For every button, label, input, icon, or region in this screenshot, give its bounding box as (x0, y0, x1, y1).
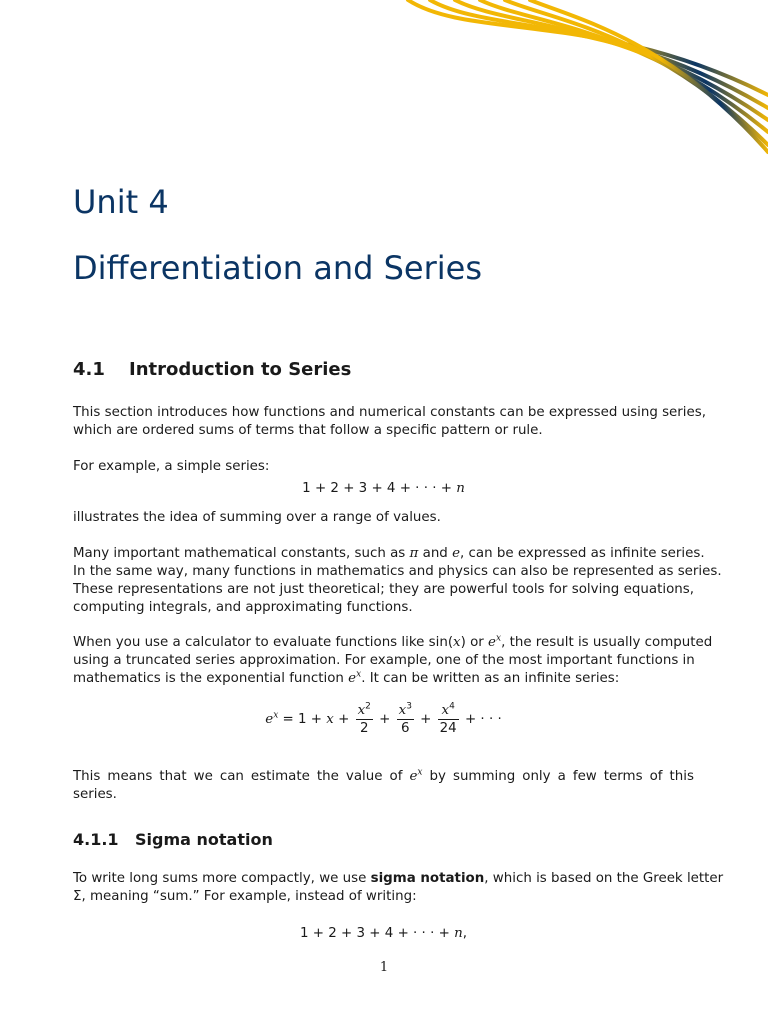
simple-series-terms: 1 + 2 + 3 + 4 + · · · + (302, 481, 457, 496)
constants-line-3: These representations are not just theoretical; they are powerful tools for solving equations, (73, 582, 694, 597)
subsection-heading (73, 829, 273, 851)
simple-series-equation (73, 480, 694, 498)
subsection-title: Sigma notation (135, 830, 273, 849)
constants-line-4: computing integrals, and approximating functions. (73, 600, 413, 615)
section-number: 4.1 (73, 359, 105, 380)
calculator-paragraph (73, 633, 713, 688)
calculator-line-2: using a truncated series approximation. For example, one of the most important functions in (73, 653, 695, 668)
summing-paragraph: illustrates the idea of summing over a range of values. (73, 510, 441, 525)
constants-line-1: Many important mathematical constants, such as π and e, can be expressed as infinite series. (73, 546, 705, 561)
intro-paragraph (73, 404, 706, 440)
term-x3-over-6: $\frac{x^3}{6}$ (398, 701, 412, 736)
term-x2-over-2: $\frac{x^2}{2}$ (357, 701, 371, 736)
intro-line-2: which are ordered sums of terms that follow a specific pattern or rule. (73, 423, 543, 438)
unit-title: Differentiation and Series (73, 249, 482, 287)
sigma-line-2: Σ, meaning “sum.” For example, instead of writing: (73, 889, 417, 904)
sigma-paragraph (73, 870, 724, 906)
intro-line-1: This section introduces how functions and numerical constants can be expressed using series, (73, 405, 706, 420)
subsection-number: 4.1.1 (73, 830, 119, 849)
decorative-swoosh (0, 0, 768, 160)
calculator-line-3: mathematics is the exponential function $e^x$. It can be written as an infinite series: (73, 669, 620, 686)
constants-line-2: In the same way, many functions in mathematics and physics can also be represented as series. (73, 564, 722, 579)
calculator-line-1: When you use a calculator to evaluate functions like sin(x) or $e^x$, the result is usually computed (73, 633, 713, 650)
constants-paragraph (73, 545, 722, 617)
section-title: Introduction to Series (129, 359, 352, 380)
example-paragraph: For example, a simple series: (73, 459, 270, 474)
sigma-example-equation: 1 + 2 + 3 + 4 + · · · + n, (300, 926, 467, 941)
term-x4-over-24: $\frac{x^4}{24}$ (439, 701, 457, 736)
page-number: 1 (379, 960, 389, 975)
unit-label: Unit 4 (73, 183, 169, 221)
estimate-paragraph: This means that we can estimate the value of $e^x$ by summing only a few terms of this series. (73, 767, 694, 802)
sigma-line-1: To write long sums more compactly, we use sigma notation, which is based on the Greek letter (73, 871, 724, 886)
exponential-series-equation: $e^x = 1 + x$ + $\frac{x^2}{2}$ + $\frac{x^3}{6}$ + $\frac{x^4}{24}$ + · · · (265, 701, 502, 736)
section-heading (73, 359, 351, 381)
simple-series-variable: n (456, 481, 465, 496)
